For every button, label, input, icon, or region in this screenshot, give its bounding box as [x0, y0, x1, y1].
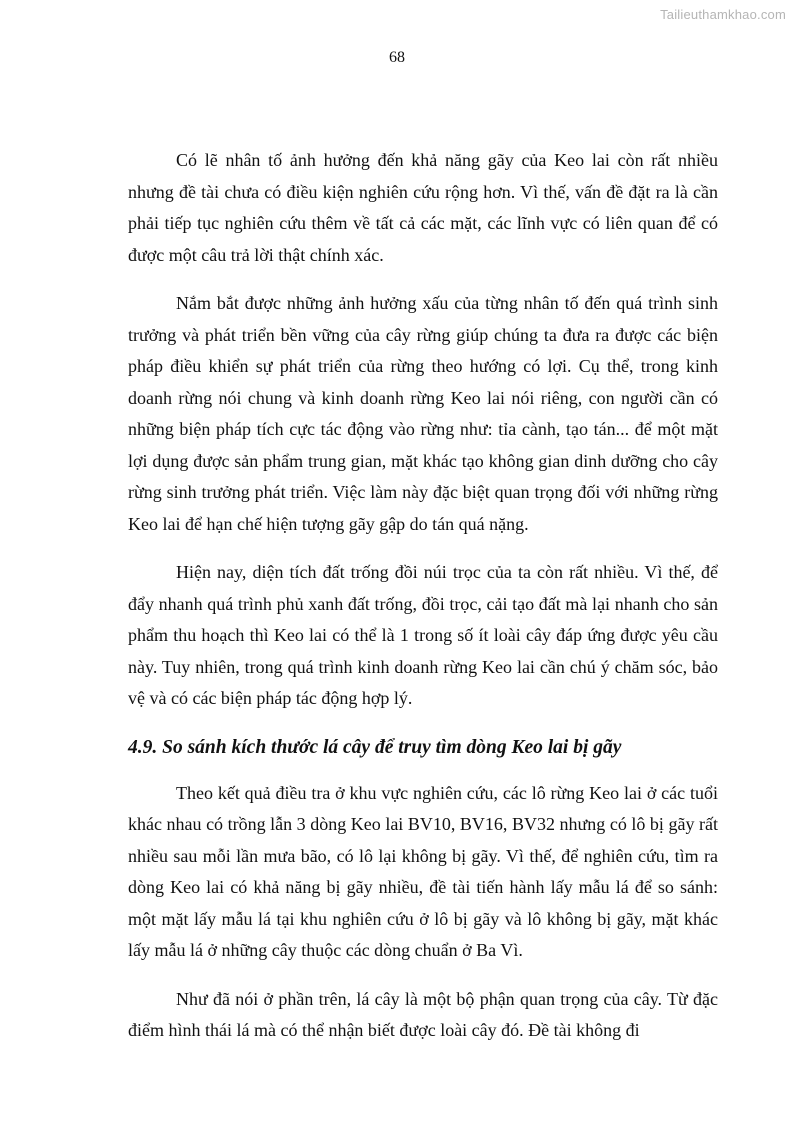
paragraph: Hiện nay, diện tích đất trống đồi núi trọc của ta còn rất nhiều. Vì thế, để đẩy nhanh quá trình phủ xanh đất trống, đồi trọc, cải tạo đất mà lại nhanh cho sản phẩm thu hoạch thì Keo lai có thể là 1 trong số ít loài cây đáp ứng được yêu cầu này. Tuy nhiên, trong quá trình kinh doanh rừng Keo lai cần chú ý chăm sóc, bảo vệ và có các biện pháp tác động hợp lý. [128, 562, 718, 708]
paragraph: Có lẽ nhân tố ảnh hưởng đến khả năng gãy của Keo lai còn rất nhiều nhưng đề tài chưa có điều kiện nghiên cứu rộng hơn. Vì thế, vấn đề đặt ra là cần phải tiếp tục nghiên cứu thêm về tất cả các mặt, các lĩnh vực có liên quan để có được một câu trả lời thật chính xác. [128, 150, 718, 265]
page-number: 68 [389, 49, 405, 66]
paragraph: Nắm bắt được những ảnh hưởng xấu của từng nhân tố đến quá trình sinh trưởng và phát triển bền vững của cây rừng giúp chúng ta đưa ra được các biện pháp điều khiển sự phát triển của rừng theo hướng có lợi. Cụ thể, trong kinh doanh rừng nói chung và kinh doanh rừng Keo lai nói riêng, con người cần có những biện pháp tích cực tác động vào rừng như: tỉa cành, tạo tán... để một mặt lợi dụng được sản phẩm trung gian, mặt khác tạo không gian dinh dưỡng cho cây rừng sinh trưởng phát triển. Việc làm này đặc biệt quan trọng đối với những rừng Keo lai để hạn chế hiện tượng gãy gập do tán quá nặng. [128, 293, 718, 534]
paragraph: Theo kết quả điều tra ở khu vực nghiên cứu, các lô rừng Keo lai ở các tuổi khác nhau có trồng lẫn 3 dòng Keo lai BV10, BV16, BV32 nhưng có lô bị gãy rất nhiều sau mỗi lần mưa bão, có lô lại không bị gãy. Vì thế, để nghiên cứu, tìm ra dòng Keo lai có khả năng bị gãy nhiều, đề tài tiến hành lấy mẫu lá để so sánh: một mặt lấy mẫu lá tại khu nghiên cứu ở lô bị gãy và lô không bị gãy, mặt khác lấy mẫu lá ở những cây thuộc các dòng chuẩn ở Ba Vì. [128, 782, 718, 960]
paragraph: Như đã nói ở phần trên, lá cây là một bộ phận quan trọng của cây. Từ đặc điểm hình thái lá mà có thể nhận biết được loài cây đó. Đề tài không đi [128, 988, 718, 1040]
watermark: Tailieuthamkhao.com [660, 7, 786, 22]
section-heading: 4.9. So sánh kích thước lá cây để truy tìm dòng Keo lai bị gãy [128, 736, 622, 758]
document-body [128, 145, 718, 1064]
